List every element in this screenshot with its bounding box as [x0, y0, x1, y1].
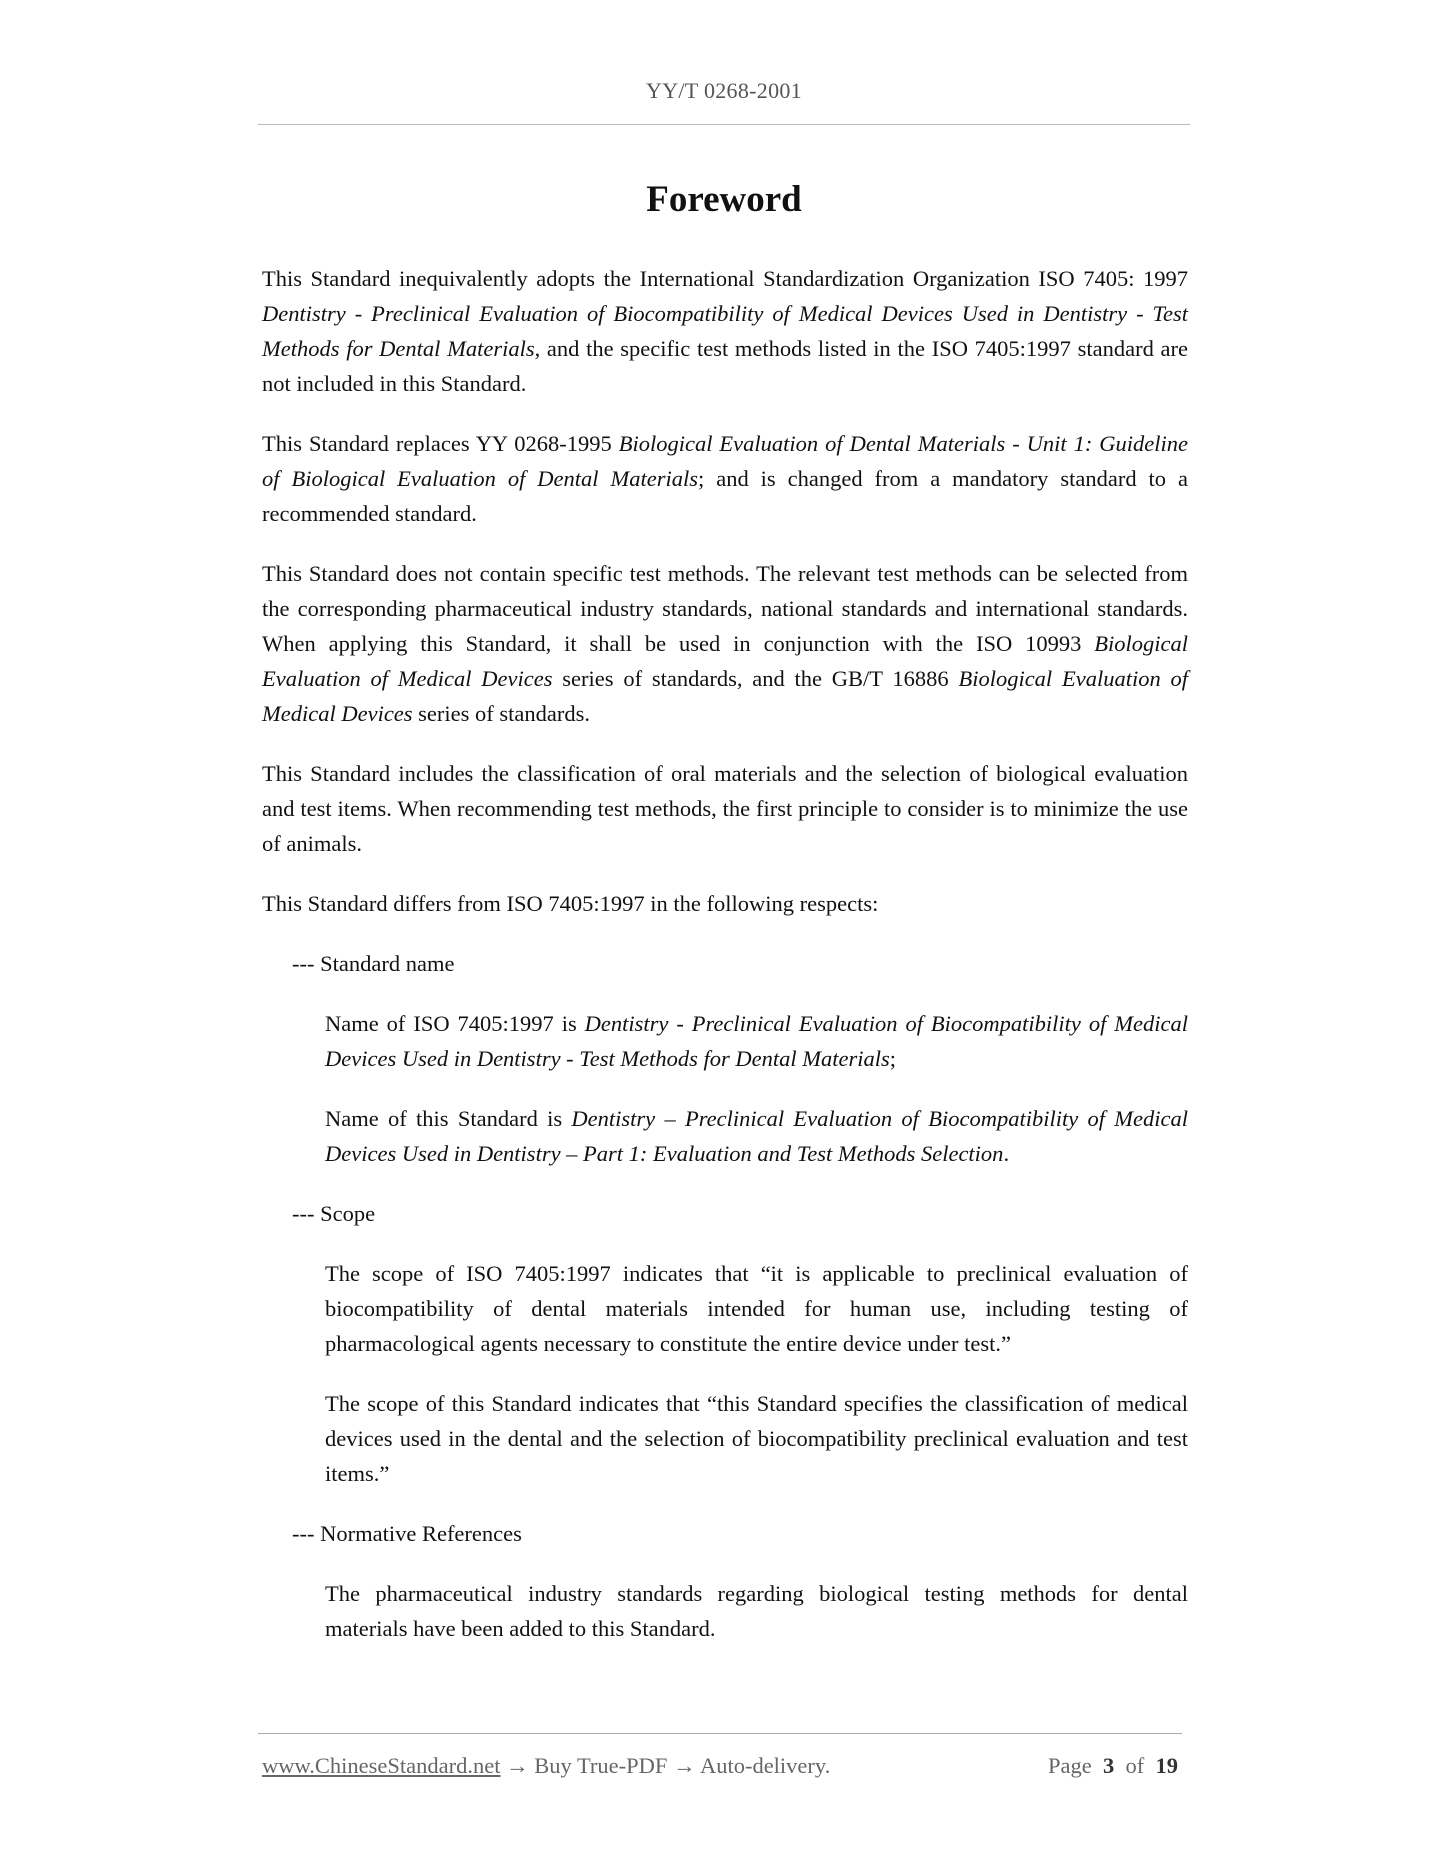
normative-references-text: The pharmaceutical industry standards regarding biological testing methods for dental materials have been added to this Standard. — [325, 1581, 1188, 1641]
website-link[interactable]: www.ChineseStandard.net — [262, 1753, 501, 1778]
paragraph-test-methods: This Standard does not contain specific test methods. The relevant test methods can be selected from the corresponding pharmaceutical industry standards, national standards and international standards. When applying this Standard, it shall be used in conjunction with the ISO 10993 Biological Evaluation of Medical Devices series of standards, and the GB/T 16886 Biological Evaluation of Medical Devices series of standards. — [262, 561, 1188, 726]
footer-promo — [262, 1753, 830, 1779]
scope-this-standard: The scope of this Standard indicates that “this Standard specifies the classification of medical devices used in the dental and the selection of biocompatibility preclinical evaluation and test items.” — [325, 1391, 1188, 1486]
arrow-right-icon: → — [500, 1753, 535, 1778]
page-footer — [262, 1753, 1178, 1783]
bullet-standard-name: --- Standard name — [292, 951, 455, 976]
buy-true-pdf-text: Buy True-PDF — [534, 1753, 668, 1778]
page-title: Foreword — [646, 179, 802, 220]
page-number: Page 3 of 19 — [1048, 1753, 1178, 1778]
scope-iso: The scope of ISO 7405:1997 indicates that “it is applicable to preclinical evaluation of biocompatibility of dental materials intended for human use, including testing of pharmacological agents necessary to constitute the entire device under test.” — [325, 1261, 1188, 1356]
total-pages: 19 — [1155, 1753, 1178, 1778]
foreword-body — [262, 261, 1188, 1646]
auto-delivery-text: Auto-delivery. — [699, 1753, 831, 1778]
name-iso: Name of ISO 7405:1997 is Dentistry - Preclinical Evaluation of Biocompatibility of Medical Devices Used in Dentistry - Test Methods for Dental Materials; — [325, 1011, 1188, 1071]
name-this-standard: Name of this Standard is Dentistry – Preclinical Evaluation of Biocompatibility of Medical Devices Used in Dentistry – Part 1: Evaluation and Test Methods Selection. — [325, 1106, 1189, 1166]
bullet-normative-references: --- Normative References — [292, 1521, 522, 1546]
arrow-right-icon: → — [667, 1753, 700, 1778]
bullet-scope: --- Scope — [292, 1201, 376, 1226]
current-page: 3 — [1103, 1753, 1115, 1778]
paragraph-replaces: This Standard replaces YY 0268-1995 Biological Evaluation of Dental Materials - Unit 1: Guideline of Biological Evaluation of Dental Materials; and is changed from a mandatory standard to a recommended standard. — [262, 431, 1189, 526]
paragraph-adoption: This Standard inequivalently adopts the International Standardization Organization ISO 7405: 1997 Dentistry - Preclinical Evaluation of Biocompatibility of Medical Devices Used in Dentistry - Test Methods for Dental Materials, and the specific test methods listed in the ISO 7405:1997 standard are not included in this Standard. — [262, 266, 1188, 396]
footer-divider — [258, 1733, 1182, 1734]
header-divider — [258, 124, 1190, 125]
paragraph-differences-intro: This Standard differs from ISO 7405:1997 in the following respects: — [262, 891, 879, 916]
header-doc-id: YY/T 0268-2001 — [646, 78, 802, 103]
paragraph-classification: This Standard includes the classification of oral materials and the selection of biological evaluation and test items. When recommending test methods, the first principle to consider is to minimize the use of animals. — [262, 761, 1188, 856]
